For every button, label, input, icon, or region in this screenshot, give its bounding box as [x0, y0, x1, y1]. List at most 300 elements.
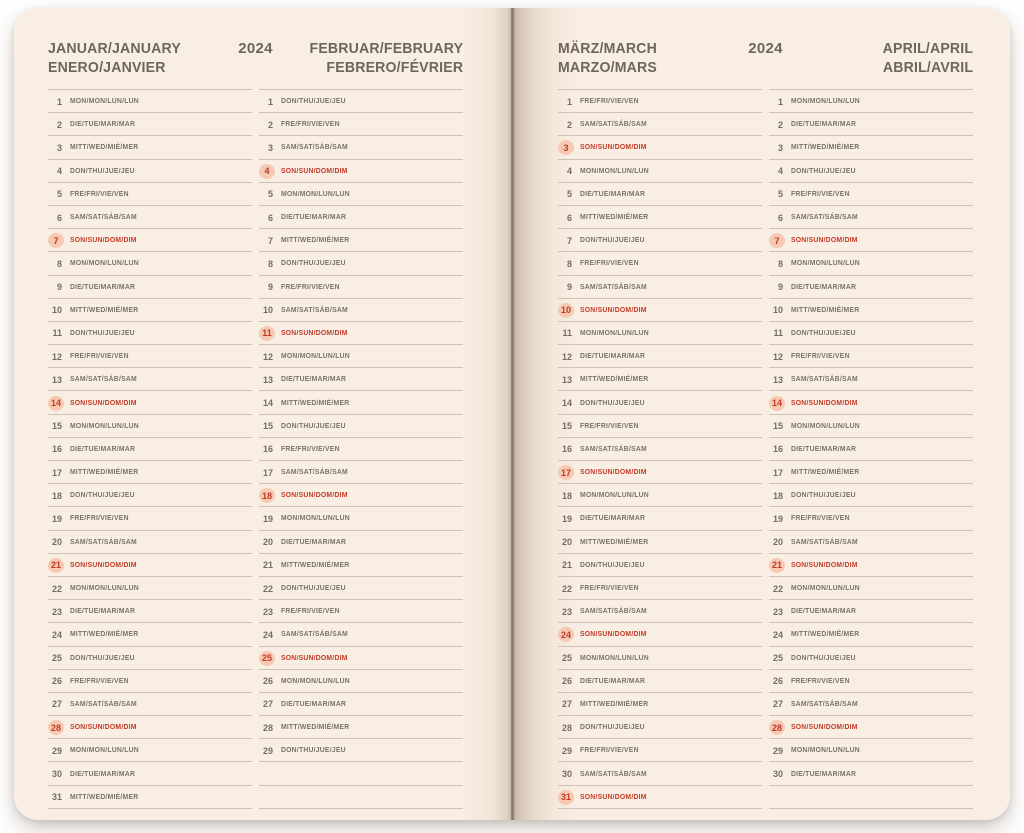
day-number: 9 — [777, 282, 783, 293]
day-row — [558, 554, 762, 577]
day-row — [259, 670, 463, 693]
month-title-line1: JANUAR/JANUARY — [48, 40, 181, 57]
day-number: 24 — [772, 629, 783, 640]
day-number: 11 — [52, 328, 62, 339]
day-label: DON/THU/JUE/JEU — [70, 167, 135, 175]
day-label: FRE/FRI/VIE/VEN — [281, 121, 340, 129]
day-row — [769, 577, 973, 600]
day-number: 14 — [561, 398, 572, 409]
day-number: 23 — [51, 606, 62, 617]
day-number: 20 — [51, 537, 62, 548]
day-label: SON/SUN/DOM/DIM — [70, 237, 137, 245]
day-label: MITT/WED/MIÉ/MER — [281, 237, 350, 245]
day-label: SAM/SAT/SÁB/SAM — [791, 376, 858, 384]
day-row — [259, 136, 463, 159]
day-number: 9 — [56, 282, 62, 293]
day-number: 4 — [566, 166, 572, 177]
day-label: MON/MON/LUN/LUN — [791, 98, 860, 106]
day-number: 16 — [561, 444, 572, 455]
day-label: MON/MON/LUN/LUN — [70, 422, 139, 430]
day-label: DON/THU/JUE/JEU — [281, 260, 346, 268]
day-label: SON/SUN/DOM/DIM — [580, 306, 647, 314]
day-label: FRE/FRI/VIE/VEN — [70, 353, 129, 361]
day-row — [769, 531, 973, 554]
month-title-line1: APRIL/APRIL — [882, 40, 973, 57]
day-row — [558, 600, 762, 623]
day-label: FRE/FRI/VIE/VEN — [70, 515, 129, 523]
day-label: MITT/WED/MIÉ/MER — [580, 376, 649, 384]
day-label: SAM/SAT/SÁB/SAM — [70, 376, 137, 384]
day-row — [259, 600, 463, 623]
day-number: 15 — [772, 421, 783, 432]
day-number: 1 — [566, 96, 572, 107]
page-left — [14, 8, 512, 820]
day-number: 6 — [267, 212, 273, 223]
day-row — [558, 693, 762, 716]
day-row — [259, 90, 463, 113]
day-row — [558, 229, 762, 252]
day-number: 29 — [561, 745, 572, 756]
day-label: MITT/WED/MIÉ/MER — [70, 793, 139, 801]
day-row — [259, 206, 463, 229]
year-label: 2024 — [238, 40, 273, 57]
day-number: 13 — [262, 374, 273, 385]
day-number: 28 — [769, 720, 785, 735]
day-label: MON/MON/LUN/LUN — [70, 747, 139, 755]
day-number: 31 — [51, 792, 62, 803]
day-label: DIE/TUE/MAR/MAR — [70, 121, 136, 129]
day-row — [558, 113, 762, 136]
day-label: SAM/SAT/SÁB/SAM — [70, 538, 137, 546]
day-number: 15 — [262, 421, 273, 432]
day-row — [48, 484, 252, 507]
day-number: 15 — [51, 421, 62, 432]
day-row — [558, 183, 762, 206]
day-number: 8 — [777, 258, 783, 269]
day-row — [558, 507, 762, 530]
day-number: 12 — [772, 351, 783, 362]
month-column-february — [259, 89, 463, 809]
day-row — [769, 438, 973, 461]
day-number: 16 — [772, 444, 783, 455]
day-label: SAM/SAT/SÁB/SAM — [580, 445, 647, 453]
day-row — [558, 136, 762, 159]
day-row — [259, 531, 463, 554]
day-row — [558, 484, 762, 507]
day-row — [769, 647, 973, 670]
day-label: FRE/FRI/VIE/VEN — [580, 747, 639, 755]
day-label: FRE/FRI/VIE/VEN — [580, 98, 639, 106]
day-number: 1 — [267, 96, 273, 107]
day-row — [769, 554, 973, 577]
day-number: 29 — [51, 745, 62, 756]
day-row — [48, 531, 252, 554]
day-row — [558, 670, 762, 693]
day-number: 10 — [51, 305, 62, 316]
day-label: SON/SUN/DOM/DIM — [70, 724, 137, 732]
day-number: 6 — [777, 212, 783, 223]
day-number: 26 — [51, 676, 62, 687]
month-title-line1: MÄRZ/MARCH — [558, 40, 658, 57]
day-label: SAM/SAT/SÁB/SAM — [580, 121, 647, 129]
day-label: DIE/TUE/MAR/MAR — [70, 445, 136, 453]
day-row — [558, 368, 762, 391]
day-row — [558, 252, 762, 275]
day-number: 7 — [769, 233, 785, 248]
day-row — [48, 345, 252, 368]
day-label: MITT/WED/MIÉ/MER — [70, 469, 139, 477]
day-number: 10 — [558, 303, 574, 318]
day-row — [769, 415, 973, 438]
day-number: 5 — [566, 189, 572, 200]
year-label: 2024 — [748, 40, 783, 57]
day-row — [259, 368, 463, 391]
day-number: 3 — [777, 142, 783, 153]
day-label: SON/SUN/DOM/DIM — [281, 492, 348, 500]
day-number: 22 — [262, 583, 273, 594]
day-number: 6 — [566, 212, 572, 223]
day-label: MON/MON/LUN/LUN — [281, 677, 350, 685]
day-label: SAM/SAT/SÁB/SAM — [580, 770, 647, 778]
day-label: DIE/TUE/MAR/MAR — [281, 538, 347, 546]
day-row — [48, 461, 252, 484]
day-number: 19 — [772, 513, 783, 524]
book-spine — [511, 8, 514, 820]
day-label: SAM/SAT/SÁB/SAM — [70, 214, 137, 222]
day-number: 19 — [51, 513, 62, 524]
day-label: FRE/FRI/VIE/VEN — [791, 515, 850, 523]
month-title-line2: FEBRERO/FÉVRIER — [326, 59, 463, 76]
day-label: FRE/FRI/VIE/VEN — [791, 677, 850, 685]
day-number: 2 — [777, 119, 783, 130]
day-row — [259, 322, 463, 345]
day-number: 12 — [51, 351, 62, 362]
day-number: 21 — [262, 560, 273, 571]
day-label: MITT/WED/MIÉ/MER — [791, 144, 860, 152]
day-row — [48, 229, 252, 252]
month-title-march — [558, 39, 737, 77]
day-number: 11 — [773, 328, 783, 339]
day-number: 12 — [262, 351, 273, 362]
day-label: MITT/WED/MIÉ/MER — [791, 306, 860, 314]
day-number: 25 — [51, 653, 62, 664]
day-row — [259, 160, 463, 183]
day-row — [769, 345, 973, 368]
day-number: 10 — [772, 305, 783, 316]
day-row — [558, 90, 762, 113]
page-left-header — [48, 39, 463, 83]
day-label: SON/SUN/DOM/DIM — [70, 399, 137, 407]
day-row — [558, 345, 762, 368]
day-label: DIE/TUE/MAR/MAR — [70, 608, 136, 616]
day-row — [48, 136, 252, 159]
planner-book — [14, 8, 1010, 820]
day-label: MITT/WED/MIÉ/MER — [70, 631, 139, 639]
day-label: FRE/FRI/VIE/VEN — [281, 283, 340, 291]
day-row — [259, 415, 463, 438]
day-row — [259, 183, 463, 206]
day-number: 18 — [259, 488, 275, 503]
day-number: 7 — [267, 235, 273, 246]
day-row — [769, 368, 973, 391]
month-title-line2: ABRIL/AVRIL — [882, 59, 973, 76]
day-row — [558, 276, 762, 299]
day-label: DON/THU/JUE/JEU — [791, 167, 856, 175]
day-number: 23 — [561, 606, 572, 617]
day-label: FRE/FRI/VIE/VEN — [70, 677, 129, 685]
day-number: 19 — [561, 513, 572, 524]
day-number: 26 — [561, 676, 572, 687]
page-right — [512, 8, 1010, 820]
day-number: 12 — [561, 351, 572, 362]
day-number: 8 — [566, 258, 572, 269]
day-number: 24 — [262, 629, 273, 640]
day-number: 5 — [777, 189, 783, 200]
day-number: 24 — [558, 627, 574, 642]
day-label: MITT/WED/MIÉ/MER — [281, 399, 350, 407]
day-row — [769, 113, 973, 136]
day-label: DON/THU/JUE/JEU — [580, 561, 645, 569]
day-label: DON/THU/JUE/JEU — [580, 399, 645, 407]
day-number: 6 — [56, 212, 62, 223]
day-label: MON/MON/LUN/LUN — [580, 654, 649, 662]
day-number: 10 — [262, 305, 273, 316]
day-number: 21 — [561, 560, 572, 571]
day-number: 9 — [566, 282, 572, 293]
day-row — [558, 623, 762, 646]
day-label: SON/SUN/DOM/DIM — [791, 561, 858, 569]
day-row — [48, 276, 252, 299]
day-label: MON/MON/LUN/LUN — [791, 585, 860, 593]
day-number: 13 — [561, 374, 572, 385]
day-label: SAM/SAT/SÁB/SAM — [580, 283, 647, 291]
day-row — [48, 252, 252, 275]
day-label: SON/SUN/DOM/DIM — [580, 631, 647, 639]
day-label: SAM/SAT/SÁB/SAM — [281, 631, 348, 639]
day-number: 4 — [259, 164, 275, 179]
day-number: 23 — [772, 606, 783, 617]
day-label: DIE/TUE/MAR/MAR — [791, 283, 857, 291]
day-label: FRE/FRI/VIE/VEN — [281, 608, 340, 616]
day-row — [259, 299, 463, 322]
day-number: 17 — [772, 467, 783, 478]
day-row — [769, 507, 973, 530]
month-title-line2: MARZO/MARS — [558, 59, 658, 76]
day-number: 17 — [558, 465, 574, 480]
day-row — [259, 484, 463, 507]
day-label: SAM/SAT/SÁB/SAM — [791, 538, 858, 546]
day-label: FRE/FRI/VIE/VEN — [791, 353, 850, 361]
day-number: 4 — [56, 166, 62, 177]
day-number: 8 — [267, 258, 273, 269]
day-number: 17 — [51, 467, 62, 478]
day-label: DIE/TUE/MAR/MAR — [281, 376, 347, 384]
day-row — [48, 507, 252, 530]
day-number: 28 — [561, 722, 572, 733]
day-number: 18 — [51, 490, 62, 501]
day-label: FRE/FRI/VIE/VEN — [70, 190, 129, 198]
day-number: 11 — [259, 326, 275, 341]
day-label: MITT/WED/MIÉ/MER — [70, 306, 139, 314]
day-number: 18 — [561, 490, 572, 501]
day-label: MON/MON/LUN/LUN — [70, 98, 139, 106]
day-number: 29 — [772, 745, 783, 756]
day-label: DON/THU/JUE/JEU — [791, 654, 856, 662]
day-label: FRE/FRI/VIE/VEN — [791, 190, 850, 198]
day-label: MON/MON/LUN/LUN — [791, 260, 860, 268]
day-number: 16 — [262, 444, 273, 455]
day-number: 14 — [769, 396, 785, 411]
day-row — [558, 762, 762, 785]
day-number: 30 — [561, 769, 572, 780]
day-label: MON/MON/LUN/LUN — [580, 329, 649, 337]
day-number: 27 — [262, 699, 273, 710]
day-label: SAM/SAT/SÁB/SAM — [281, 306, 348, 314]
day-row — [769, 600, 973, 623]
day-number: 28 — [48, 720, 64, 735]
day-row — [259, 113, 463, 136]
day-label: DON/THU/JUE/JEU — [791, 492, 856, 500]
day-number: 26 — [772, 676, 783, 687]
day-row — [48, 206, 252, 229]
day-label: SON/SUN/DOM/DIM — [791, 237, 858, 245]
day-number: 16 — [51, 444, 62, 455]
day-number: 20 — [772, 537, 783, 548]
day-row — [769, 461, 973, 484]
day-row — [48, 647, 252, 670]
day-number: 1 — [777, 96, 783, 107]
day-label: MITT/WED/MIÉ/MER — [791, 631, 860, 639]
day-label: DIE/TUE/MAR/MAR — [580, 515, 646, 523]
day-row — [48, 786, 252, 809]
day-row — [769, 623, 973, 646]
day-label: DIE/TUE/MAR/MAR — [791, 608, 857, 616]
day-row — [48, 577, 252, 600]
day-number: 17 — [262, 467, 273, 478]
day-number: 7 — [566, 235, 572, 246]
day-row — [769, 484, 973, 507]
day-row — [48, 160, 252, 183]
day-row — [558, 438, 762, 461]
day-row — [48, 368, 252, 391]
day-number: 21 — [48, 558, 64, 573]
day-number: 2 — [267, 119, 273, 130]
day-label: SON/SUN/DOM/DIM — [791, 724, 858, 732]
day-label: FRE/FRI/VIE/VEN — [580, 260, 639, 268]
day-row — [48, 739, 252, 762]
day-label: DON/THU/JUE/JEU — [281, 98, 346, 106]
day-row — [558, 391, 762, 414]
day-row — [769, 322, 973, 345]
day-number: 3 — [56, 142, 62, 153]
day-label: MITT/WED/MIÉ/MER — [580, 214, 649, 222]
day-row — [769, 252, 973, 275]
month-column-january — [48, 89, 252, 809]
day-row — [558, 461, 762, 484]
day-row — [769, 299, 973, 322]
day-number: 11 — [562, 328, 572, 339]
day-number: 2 — [566, 119, 572, 130]
day-row — [558, 160, 762, 183]
day-row — [769, 276, 973, 299]
day-row — [558, 577, 762, 600]
day-row — [769, 739, 973, 762]
day-row — [259, 345, 463, 368]
day-label: SON/SUN/DOM/DIM — [281, 654, 348, 662]
day-number: 14 — [262, 398, 273, 409]
day-number: 15 — [561, 421, 572, 432]
day-label: SON/SUN/DOM/DIM — [281, 167, 348, 175]
day-number: 30 — [51, 769, 62, 780]
day-row — [259, 739, 463, 762]
day-row — [48, 600, 252, 623]
day-label: DON/THU/JUE/JEU — [791, 329, 856, 337]
day-row — [48, 415, 252, 438]
day-row — [259, 276, 463, 299]
day-number: 8 — [56, 258, 62, 269]
day-label: SON/SUN/DOM/DIM — [580, 144, 647, 152]
day-number: 31 — [558, 790, 574, 805]
month-column-april — [769, 89, 973, 809]
day-number: 20 — [561, 537, 572, 548]
day-number: 24 — [51, 629, 62, 640]
day-row — [48, 716, 252, 739]
day-label: DON/THU/JUE/JEU — [580, 237, 645, 245]
day-row — [769, 670, 973, 693]
day-label: MON/MON/LUN/LUN — [281, 190, 350, 198]
day-number: 23 — [262, 606, 273, 617]
day-number: 20 — [262, 537, 273, 548]
day-row — [48, 762, 252, 785]
day-label: MITT/WED/MIÉ/MER — [281, 561, 350, 569]
day-row — [259, 461, 463, 484]
day-row — [769, 90, 973, 113]
day-row — [769, 716, 973, 739]
day-label: SON/SUN/DOM/DIM — [580, 793, 647, 801]
day-label: SON/SUN/DOM/DIM — [580, 469, 647, 477]
day-row — [259, 252, 463, 275]
day-row — [558, 739, 762, 762]
day-number: 5 — [267, 189, 273, 200]
day-label: DON/THU/JUE/JEU — [281, 585, 346, 593]
month-title-line2: ENERO/JANVIER — [48, 59, 166, 76]
day-row — [558, 206, 762, 229]
day-label: DIE/TUE/MAR/MAR — [580, 190, 646, 198]
month-title-january — [48, 39, 227, 77]
day-row — [48, 438, 252, 461]
day-label: DON/THU/JUE/JEU — [281, 422, 346, 430]
day-label: DIE/TUE/MAR/MAR — [580, 353, 646, 361]
day-label: MITT/WED/MIÉ/MER — [281, 724, 350, 732]
day-label: MON/MON/LUN/LUN — [70, 585, 139, 593]
day-label: SAM/SAT/SÁB/SAM — [281, 469, 348, 477]
day-row — [558, 716, 762, 739]
day-row — [259, 716, 463, 739]
day-number: 22 — [561, 583, 572, 594]
day-number: 2 — [56, 119, 62, 130]
day-row — [769, 762, 973, 785]
day-row — [48, 90, 252, 113]
day-number: 13 — [51, 374, 62, 385]
day-number: 22 — [51, 583, 62, 594]
day-row — [769, 693, 973, 716]
day-label: FRE/FRI/VIE/VEN — [281, 445, 340, 453]
day-label: DIE/TUE/MAR/MAR — [791, 770, 857, 778]
day-number: 13 — [772, 374, 783, 385]
day-row — [769, 160, 973, 183]
day-label: SON/SUN/DOM/DIM — [791, 399, 858, 407]
day-number: 22 — [772, 583, 783, 594]
